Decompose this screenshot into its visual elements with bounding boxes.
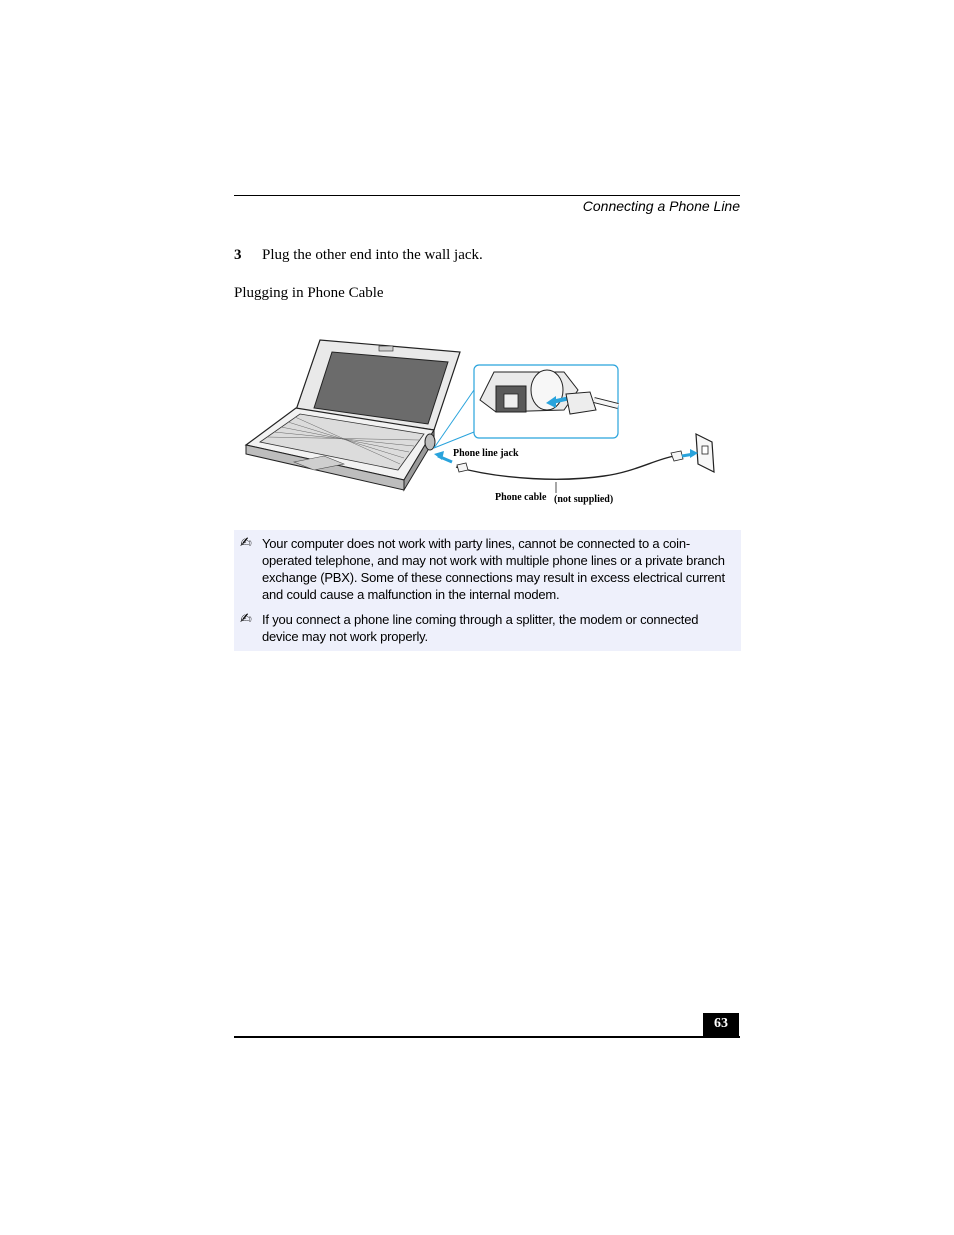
pencil-note-icon: ✍ <box>240 611 252 627</box>
laptop-phone-diagram <box>234 330 734 510</box>
phone-cable-label: Phone cable <box>495 492 547 503</box>
figure-caption: Plugging in Phone Cable <box>234 285 384 301</box>
footer-rule <box>234 1036 740 1038</box>
pencil-note-icon: ✍ <box>240 535 252 551</box>
note-text: Your computer does not work with party lines, cannot be connected to a coin-operated telephone, and may not work with multiple phone lines or a private branch exchange (PBX). Some of these connections may result in excess electrical current and could cause a malfunction in the internal modem. <box>262 536 725 602</box>
step-number: 3 <box>234 247 242 263</box>
phone-line-jack-label: Phone line jack <box>453 448 519 459</box>
step-text: Plug the other end into the wall jack. <box>262 247 483 263</box>
page-number: 63 <box>703 1013 739 1037</box>
not-supplied-label: (not supplied) <box>554 494 614 505</box>
header-rule <box>234 195 740 196</box>
note-text: If you connect a phone line coming through a splitter, the modem or connected device may not work properly. <box>262 612 699 644</box>
phone-cable-illustration <box>234 330 734 510</box>
running-title: Connecting a Phone Line <box>582 198 740 214</box>
notes-box <box>234 530 741 651</box>
step-item <box>234 247 483 264</box>
